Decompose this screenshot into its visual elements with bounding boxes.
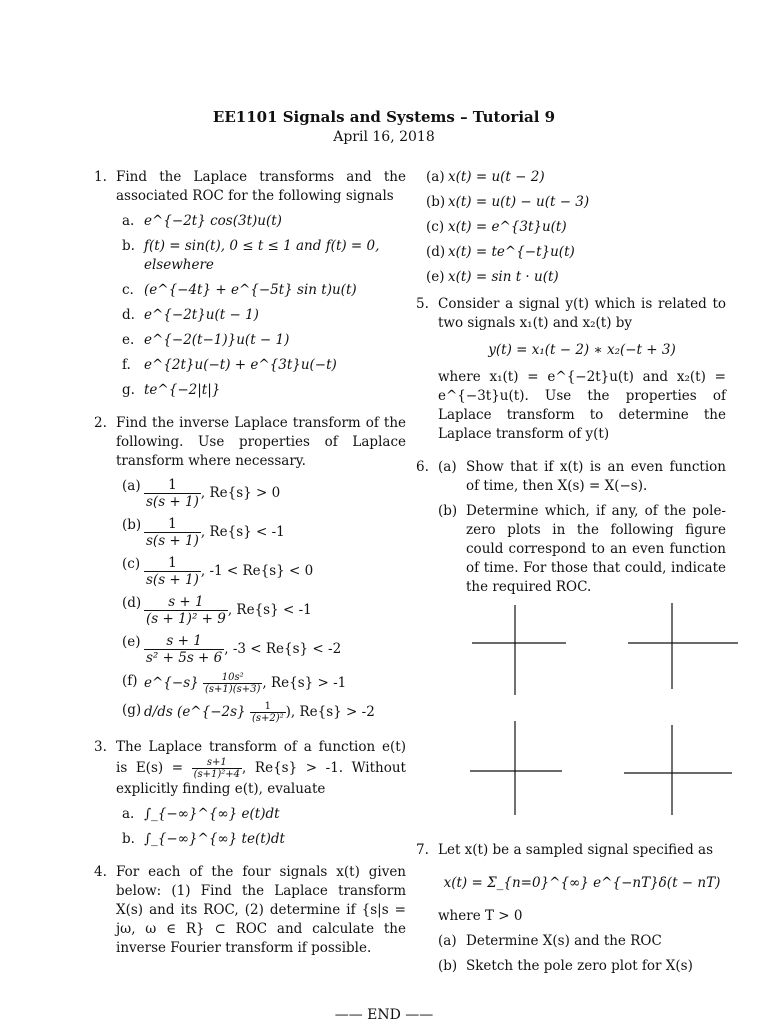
sub-list <box>438 458 726 597</box>
denominator: (s+1)(s+3) <box>205 684 261 695</box>
equation: x(t) = Σ_{n=0}^{∞} e^{−nT}δ(t − nT) <box>443 875 721 891</box>
item-label: e. <box>122 332 135 348</box>
question-text: Find the inverse Laplace transform of the following. Use properties of Laplace transform where necessary. <box>116 415 406 469</box>
question-text: Consider a signal y(t) which is related to two signals x₁(t) and x₂(t) by <box>438 296 726 331</box>
list-item <box>420 218 726 237</box>
sub-list <box>438 932 726 976</box>
list-item <box>116 212 406 231</box>
question-7 <box>416 841 726 976</box>
item-label: g. <box>122 382 135 398</box>
item-label: (a) <box>122 478 141 494</box>
question-4 <box>94 863 406 958</box>
list-item <box>116 356 406 375</box>
question-3 <box>94 738 406 849</box>
question-text <box>116 738 406 799</box>
question-2 <box>94 414 406 724</box>
pole-zero-plots <box>438 603 748 833</box>
item-text: e^{−2t} cos(3t)u(t) <box>144 213 282 229</box>
list-item <box>420 193 726 212</box>
fraction <box>144 555 201 588</box>
list-item <box>116 701 406 724</box>
text-part: The Laplace transform of a function e(t) is E(s) = <box>116 739 406 776</box>
item-text: x(t) = u(t − 2) <box>448 169 545 185</box>
fraction <box>192 757 242 780</box>
item-label: a. <box>122 806 135 822</box>
item-label: (b) <box>438 503 458 519</box>
roc-text: , Re{s} < -1 <box>227 602 312 618</box>
question-text: Let x(t) be a sampled signal specified as <box>438 842 714 858</box>
fraction <box>203 672 262 695</box>
roc-text: , Re{s} > -1 <box>262 675 347 691</box>
item-label: (f) <box>122 673 138 689</box>
sub-list <box>116 212 406 400</box>
left-column <box>94 168 406 972</box>
list-item <box>438 957 726 976</box>
item-label: (d) <box>122 595 142 611</box>
prefix: e^{−s} <box>144 675 199 691</box>
numerator: s + 1 <box>144 633 224 650</box>
roc-text: , -3 < Re{s} < -2 <box>224 641 342 657</box>
list-item <box>116 381 406 400</box>
q4-sub-list <box>416 168 726 287</box>
fraction <box>144 516 201 549</box>
list-item <box>116 555 406 588</box>
question-text: Find the Laplace transforms and the associated ROC for the following signals <box>116 169 406 204</box>
numerator: 1 <box>144 555 201 572</box>
question-5 <box>416 295 726 444</box>
denominator: s(s + 1) <box>146 533 199 549</box>
question-number: 6. <box>416 459 429 475</box>
numerator: s + 1 <box>144 594 228 611</box>
item-text: x(t) = u(t) − u(t − 3) <box>448 194 590 210</box>
item-text: ∫_{−∞}^{∞} e(t)dt <box>144 806 280 822</box>
item-label: (b) <box>122 517 142 533</box>
list-item <box>116 633 406 666</box>
prefix: d/ds (e^{−2s} <box>144 704 246 720</box>
item-text: e^{2t}u(−t) + e^{3t}u(−t) <box>144 357 337 373</box>
denominator: s(s + 1) <box>146 494 199 510</box>
list-item <box>438 932 726 951</box>
numerator: 1 <box>144 516 201 533</box>
item-text: Determine X(s) and the ROC <box>466 933 662 949</box>
list-item <box>116 594 406 627</box>
question-6 <box>416 458 726 833</box>
item-label: (a) <box>438 933 457 949</box>
sub-list <box>116 477 406 724</box>
list-item <box>420 243 726 262</box>
item-label: (b) <box>438 958 458 974</box>
roc-text: , Re{s} > 0 <box>200 485 281 501</box>
suffix: ) <box>285 704 291 720</box>
list-item <box>116 830 406 849</box>
item-label: (e) <box>426 269 445 285</box>
question-number: 4. <box>94 864 107 880</box>
list-item <box>116 306 406 325</box>
fraction <box>144 594 228 627</box>
item-text: (e^{−4t} + e^{−5t} sin t)u(t) <box>144 282 357 298</box>
right-column <box>416 168 726 990</box>
item-text: ∫_{−∞}^{∞} te(t)dt <box>144 831 285 847</box>
question-number: 1. <box>94 169 107 185</box>
list-item <box>116 477 406 510</box>
roc-text: , Re{s} < -1 <box>200 524 285 540</box>
question-number: 2. <box>94 415 107 431</box>
item-text: e^{−2t}u(t − 1) <box>144 307 259 323</box>
question-number: 7. <box>416 842 429 858</box>
item-label: (c) <box>122 556 141 572</box>
list-item <box>420 168 726 187</box>
denominator: (s + 1)² + 9 <box>146 611 226 627</box>
numerator: 1 <box>250 701 286 713</box>
list-item <box>116 516 406 549</box>
question-number: 5. <box>416 296 429 312</box>
item-text: Show that if x(t) is an even function of time, then X(s) = X(−s). <box>466 459 726 494</box>
list-item <box>116 331 406 350</box>
question-text-2: where x₁(t) = e^{−2t}u(t) and x₂(t) = e^{−3t}u(t). Use the properties of Laplace transform to determine the Laplace transform of y(t) <box>438 369 726 442</box>
denominator: s(s + 1) <box>146 572 199 588</box>
item-text: f(t) = sin(t), 0 ≤ t ≤ 1 and f(t) = 0, elsewhere <box>144 238 380 273</box>
where-text: where T > 0 <box>438 908 523 924</box>
numerator: s+1 <box>192 757 242 769</box>
item-text: x(t) = e^{3t}u(t) <box>448 219 567 235</box>
denominator: (s+1)²+4 <box>193 769 241 780</box>
item-label: (a) <box>438 459 457 475</box>
pole-zero-axes-figure <box>438 603 748 833</box>
page-title: EE1101 Signals and Systems – Tutorial 9 <box>212 108 556 126</box>
item-text: x(t) = sin t · u(t) <box>448 269 559 285</box>
item-label: b. <box>122 238 135 254</box>
item-label: c. <box>122 282 134 298</box>
numerator: 10s² <box>203 672 262 684</box>
item-label: d. <box>122 307 135 323</box>
item-label: (d) <box>426 244 446 260</box>
item-text: Sketch the pole zero plot for X(s) <box>466 958 693 974</box>
list-item <box>116 672 406 695</box>
item-label: b. <box>122 831 135 847</box>
item-label: (c) <box>426 219 445 235</box>
page-date: April 16, 2018 <box>333 129 435 145</box>
list-item <box>116 281 406 300</box>
fraction <box>250 701 286 724</box>
item-label: a. <box>122 213 135 229</box>
list-item <box>420 268 726 287</box>
item-label: (e) <box>122 634 141 650</box>
roc-text: , Re{s} > -2 <box>290 704 375 720</box>
end-marker: —— END —— <box>334 1007 434 1023</box>
question-number: 3. <box>94 739 107 755</box>
denominator: (s+2)² <box>251 713 284 724</box>
fraction <box>144 477 201 510</box>
fraction <box>144 633 224 666</box>
item-text: te^{−2|t|} <box>144 382 221 398</box>
item-label: (g) <box>122 702 142 718</box>
list-item <box>438 502 726 597</box>
text-part: , Re{s} > -1. Without explicitly finding e(t), evaluate <box>116 760 406 797</box>
question-text: For each of the four signals x(t) given below: (1) Find the Laplace transform X(s) and its ROC, (2) determine if {s|s = jω, ω ∈ R} ⊂ ROC and calculate the inverse Fourier transform if possible. <box>116 864 406 956</box>
question-1 <box>94 168 406 400</box>
list-item <box>438 458 726 496</box>
item-label: (a) <box>426 169 445 185</box>
sub-list <box>116 805 406 849</box>
item-label: (b) <box>426 194 446 210</box>
item-text: x(t) = te^{−t}u(t) <box>448 244 575 260</box>
item-label: f. <box>122 357 131 373</box>
denominator: s² + 5s + 6 <box>146 650 223 666</box>
list-item <box>116 805 406 824</box>
equation: y(t) = x₁(t − 2) ∗ x₂(−t + 3) <box>488 342 676 358</box>
roc-text: , -1 < Re{s} < 0 <box>200 563 314 579</box>
item-text: Determine which, if any, of the pole-zero plots in the following figure could correspond to an even function of time. For those that could, indicate the required ROC. <box>466 503 726 595</box>
item-text: e^{−2(t−1)}u(t − 1) <box>144 332 290 348</box>
list-item <box>116 237 406 275</box>
numerator: 1 <box>144 477 201 494</box>
